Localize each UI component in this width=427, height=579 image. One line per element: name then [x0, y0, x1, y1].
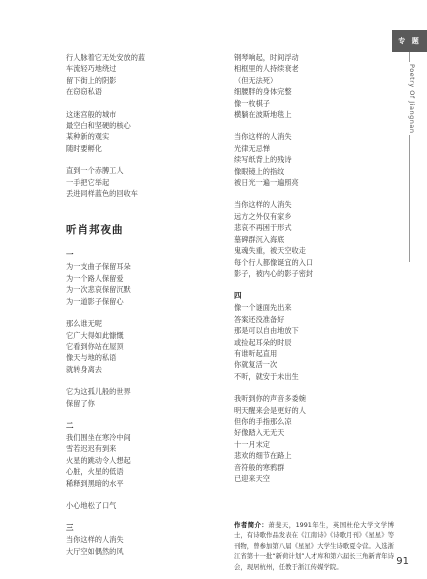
poem-line: 心脏，火星的低语: [66, 467, 124, 477]
poem-line: 保留了你: [66, 398, 95, 408]
section-number: 四: [234, 291, 242, 301]
stanza: [66, 432, 214, 489]
poem-line: 被日光一遍一遍照亮: [234, 178, 299, 188]
poem-line: 就转身离去: [66, 364, 102, 374]
poem-line: 为一支曲子保留耳朵: [66, 262, 131, 272]
poem-line: 我们围坐在寒冷中间: [66, 432, 131, 442]
poem-line: 在窃窃私语: [66, 87, 102, 97]
poem-line: 鬼魂失重，被天空收走: [234, 246, 306, 256]
poem-line: 你就复活一次: [234, 360, 278, 370]
poem-line: 那是可以自由地放下: [234, 326, 299, 336]
poem-line: 稀释到黑暗的水平: [66, 478, 124, 488]
section-number: 一: [66, 250, 74, 260]
left-column: [66, 52, 214, 557]
poem-title: 听肖邦夜曲: [66, 224, 124, 237]
poem-line: 雪若迟迟有到来: [66, 444, 117, 454]
stanza: [66, 52, 214, 98]
vertical-english-title: Poetry Of Jiangnan: [408, 64, 416, 134]
stanza: [234, 52, 374, 120]
poem-line: 悲欢的细节在路上: [234, 451, 292, 461]
stanza: [66, 109, 214, 155]
stanza: [66, 318, 214, 375]
stanza: [66, 500, 214, 511]
author-bio: [234, 520, 394, 572]
poem-line: 细腰胖的身体完整: [234, 87, 292, 97]
poem-line: 为一个路人保留爱: [66, 273, 124, 283]
section-number: 二: [66, 420, 74, 430]
poem-line: 大厅空如偶然的风: [66, 546, 124, 556]
poem-line: 一手把它举起: [66, 177, 110, 187]
poem-line: 当你这样的人消失: [234, 132, 292, 142]
poem-line: 这迷宫般的城市: [66, 109, 117, 119]
section-number: 三: [66, 523, 74, 533]
poem-line: 留下街上的阴影: [66, 75, 117, 85]
poem-line: 当你这样的人消失: [234, 200, 292, 210]
poem-line: 小心地松了口气: [66, 500, 117, 510]
poem-line: 它为这孤儿般的世界: [66, 387, 131, 397]
poem-line: 随时要孵化: [66, 143, 102, 153]
poem-line: 十一月末定: [234, 439, 270, 449]
poem-line: 光律无忌惮: [234, 143, 270, 153]
poem-line: 悲哀不再困于形式: [234, 223, 292, 233]
poem-line: 每个行人都像诞宜的入口: [234, 257, 314, 267]
poem-line: 影子，被内心的影子密封: [234, 268, 314, 278]
stanza: [234, 131, 374, 188]
poem-line: 像一枚棋子: [234, 98, 270, 108]
poem-line: 那么谁无呢: [66, 319, 102, 329]
poem-line: 像天与地的私语: [66, 353, 117, 363]
poem-line: 已迎来天空: [234, 474, 270, 483]
poem-line: 当你这样的人消失: [66, 535, 124, 545]
stanza: [66, 165, 214, 199]
poem-line: 横躺在波斯地毯上: [234, 110, 292, 120]
stanza: [234, 393, 374, 484]
poem-line: 我听到你的声音多委婉: [234, 394, 306, 404]
author-bio-text: 萧斐天，1991年生，英国杜伦大学文学博士，有诗歌作品发表在《江南诗》《诗歌月刊》《星星》等刊物，曾参加第八届《星星》大学生诗歌夏令营。入选浙江省第十一批“新荷计划”人才库和第六届长三角新青年诗会，现居杭州，任教于浙江传媒学院。: [234, 521, 395, 571]
stanza: [234, 199, 374, 279]
poem-line: 答案还没准备好: [234, 314, 285, 324]
poem-line: 最空白和坚硬的核心: [66, 121, 131, 131]
section-tab: 专 题: [392, 30, 427, 52]
poem-line: 明天醒来会是更好的人: [234, 405, 306, 415]
poem-line: 它看到你站在屋顶: [66, 341, 124, 351]
poem-line: 为一道影子保留心: [66, 296, 124, 306]
poem-line: 好像踏入无无天: [234, 428, 285, 438]
poem-line: 为一次悲哀保留沉默: [66, 285, 131, 295]
page-number: 91: [396, 556, 409, 567]
right-column: [234, 52, 374, 484]
poem-line: 像一个谜面先出来: [234, 303, 292, 313]
poem-line: 它广大得如此慷慨: [66, 330, 124, 340]
stanza: [234, 302, 374, 382]
poem-line: 但你的手指那么凉: [234, 416, 292, 426]
poem-line: （但无法死）: [234, 75, 278, 85]
poem-line: 车流轻巧地绕过: [66, 64, 117, 74]
poem-line: 音符般的寒鸦群: [234, 462, 285, 472]
poem-line: 火星的跳动令人想起: [66, 455, 131, 465]
poem-line: 或捡起耳朵的时辰: [234, 337, 292, 347]
poem-line: 相框里的人持续衰老: [234, 64, 299, 74]
poem-line: 直到一个赤膊工人: [66, 166, 124, 176]
poem-line: 某种新的观实: [66, 132, 110, 142]
poem-line: 像眼镜上的指纹: [234, 166, 285, 176]
stanza: [66, 261, 214, 307]
poem-line: 丢进同样蓝色的回收车: [66, 189, 138, 199]
author-bio-label: 作者简介：: [234, 521, 269, 529]
stanza: [66, 386, 214, 409]
poem-line: 行人脉着它无处安放的蓝: [66, 53, 146, 62]
poem-line: 有谁听起直用: [234, 348, 278, 358]
poem-line: 墓碑群沉入海底: [234, 234, 285, 244]
header-strip: [392, 0, 427, 260]
poem-line: 续写纸背上的残诗: [234, 155, 292, 165]
poem-line: 不听，就安于未出生: [234, 371, 299, 381]
stanza: [66, 534, 214, 557]
poem-line: 远方之外仅有家乡: [234, 211, 292, 221]
poem-line: 钢琴响起，时间浮动: [234, 53, 299, 62]
